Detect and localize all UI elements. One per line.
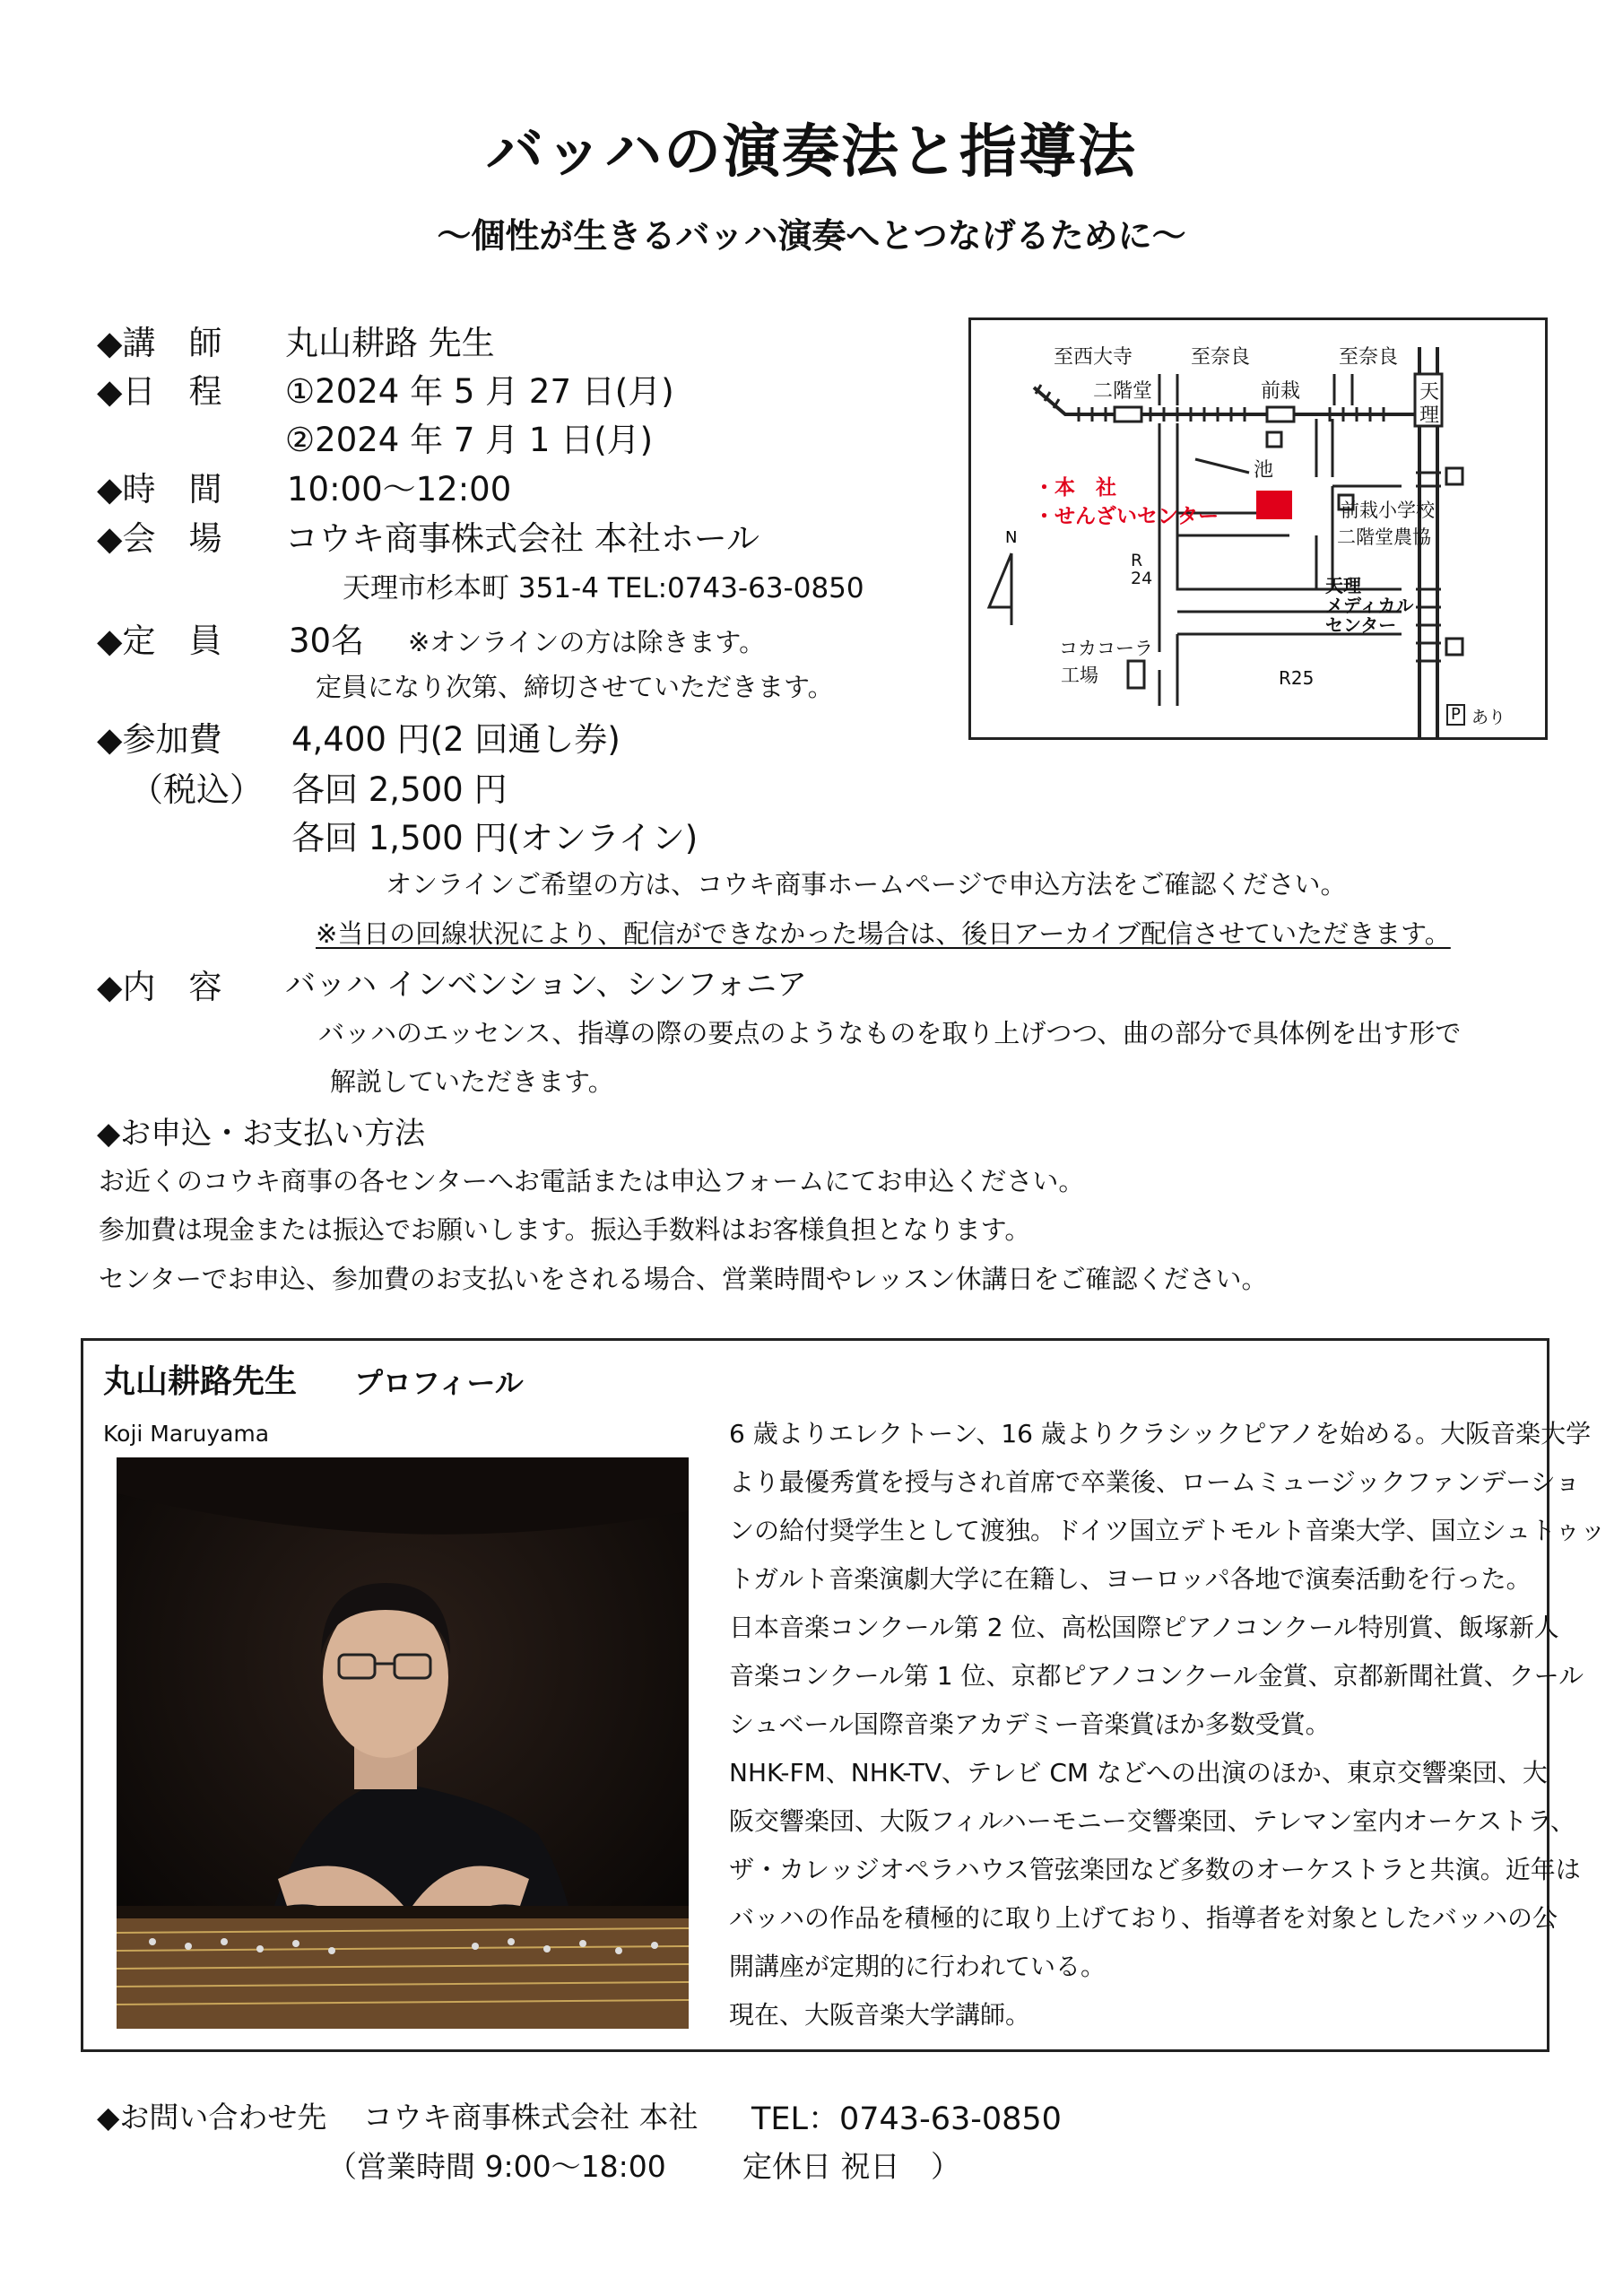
fee-online: 各回 1,500 円(オンライン) — [291, 819, 699, 857]
capacity-value: 30名 — [289, 622, 365, 660]
capacity-label: ◆定 員 — [97, 622, 222, 660]
map-label-medical-center: 天理 メディカル センター — [1325, 575, 1414, 636]
apply-text-2: 参加費は現金または振込でお願いします。振込手数料はお客様負担となります。 — [99, 1214, 1031, 1245]
contact-company: コウキ商事株式会社 本社 — [363, 2100, 699, 2135]
holiday-info: 定休日 祝日 — [742, 2149, 900, 2184]
schedule-date-1: ①2024 年 5 月 27 日(月) — [285, 372, 674, 411]
schedule-label: ◆日 程 — [97, 372, 222, 411]
profile-line: より最優秀賞を授与され首席で卒業後、ロームミュージックファンデーショ — [729, 1467, 1581, 1497]
profile-line: ンの給付奨学生として渡独。ドイツ国立デトモルト音楽大学、国立シュトゥッ — [729, 1516, 1606, 1545]
parking-icon: P — [1446, 704, 1465, 726]
senzai-station — [1267, 407, 1294, 422]
fee-each: 各回 2,500 円 — [291, 770, 508, 809]
profile-line: トガルト音楽演劇大学に在籍し、ヨーロッパ各地で演奏活動を行った。 — [729, 1564, 1532, 1594]
fee-label: ◆参加費 — [97, 720, 222, 759]
profile-line: 開講座が定期的に行われている。 — [729, 1952, 1107, 1981]
map-label-senzai: 前栽 — [1261, 380, 1301, 403]
page-subtitle: ～個性が生きるバッハ演奏へとつなげるために～ — [437, 216, 1186, 256]
map-label-saidaiji: 至西大寺 — [1054, 346, 1133, 369]
fee-warning: ※当日の回線状況により、配信ができなかった場合は、後日アーカイブ配信させていただきます。 — [316, 918, 1451, 949]
profile-romaji: Koji Maruyama — [103, 1421, 270, 1447]
contact-tel: TEL：0743-63-0850 — [751, 2101, 1062, 2137]
map-label-r25: R25 — [1279, 667, 1315, 689]
lecturer-photo — [117, 1457, 689, 2029]
profile-heading: 丸山耕路先生 — [103, 1363, 298, 1400]
north-arrow — [989, 553, 1011, 625]
profile-line: バッハの作品を積極的に取り上げており、指導者を対象としたバッハの公 — [729, 1903, 1558, 1933]
fee-online-note: オンラインご希望の方は、コウキ商事ホームページで申込方法をご確認ください。 — [386, 869, 1347, 900]
profile-line: 現在、大阪音楽大学講師。 — [729, 2000, 1031, 2030]
business-hours: （営業時間 9:00～18:00 — [327, 2149, 666, 2184]
content-label: ◆内 容 — [97, 968, 222, 1006]
venue-value: コウキ商事株式会社 本社ホール — [285, 519, 760, 558]
honsha-building — [1256, 491, 1292, 519]
time-value: 10:00～12:00 — [287, 470, 512, 509]
page-title: バッハの演奏法と指導法 — [486, 119, 1137, 186]
contact-label: ◆お問い合わせ先 — [97, 2100, 327, 2135]
map-label-cocacola: コカコーラ — [1059, 638, 1153, 659]
capacity-note-2: 定員になり次第、締切させていただきます。 — [316, 672, 834, 702]
access-map — [968, 317, 1548, 740]
map-label-parking: あり — [1471, 708, 1506, 727]
profile-line: NHK-FM、NHK-TV、テレビ CM などへの出演のほか、東京交響楽団、大 — [729, 1758, 1548, 1787]
venue-address: 天理市杉本町 351-4 TEL:0743-63-0850 — [343, 572, 864, 604]
fee-tax-label: （税込） — [130, 770, 263, 809]
lecturer-value: 丸山耕路 先生 — [285, 324, 495, 362]
profile-line: 6 歳よりエレクトーン、16 歳よりクラシックピアノを始める。大阪音楽大学 — [729, 1419, 1592, 1448]
map-label-factory: 工場 — [1061, 665, 1098, 686]
schedule-date-2: ②2024 年 7 月 1 日(月) — [285, 421, 654, 459]
time-label: ◆時 間 — [97, 470, 222, 509]
map-label-honsha: ・本 社 — [1034, 476, 1116, 500]
profile-line: 音楽コンクール第 1 位、京都ピアノコンクール金賞、京都新聞社賞、クール — [729, 1661, 1584, 1691]
fee-combined: 4,400 円(2 回通し券) — [291, 720, 621, 759]
lecturer-photo-image — [117, 1457, 689, 2029]
capacity-note: ※オンラインの方は除きます。 — [408, 627, 766, 657]
map-label-school: 前栽小学校 — [1341, 500, 1435, 521]
nikaido-station — [1115, 407, 1141, 422]
apply-text-1: お近くのコウキ商事の各センターへお電話または申込フォームにてお申込ください。 — [99, 1166, 1085, 1196]
lecturer-label: ◆講 師 — [97, 324, 222, 362]
apply-text-3: センターでお申込、参加費のお支払いをされる場合、営業時間やレッスン休講日をご確認ください。 — [99, 1264, 1268, 1294]
map-label-nokyo: 二階堂農協 — [1337, 526, 1431, 548]
profile-heading-sub: プロフィール — [354, 1366, 524, 1400]
map-label-r24: R 24 — [1131, 551, 1153, 588]
north-label: N — [1005, 528, 1018, 547]
profile-line: ザ・カレッジオペラハウス管弦楽団など多数のオーケストラと共演。近年は — [729, 1855, 1581, 1884]
map-label-nara-2: 至奈良 — [1339, 346, 1399, 369]
map-label-nikaido: 二階堂 — [1093, 380, 1153, 403]
close-paren: ） — [931, 2149, 960, 2184]
content-value: バッハ インベンション、シンフォニア — [285, 967, 808, 1003]
profile-line: 阪交響楽団、大阪フィルハーモニー交響楽団、テレマン室内オーケストラ、 — [729, 1806, 1575, 1836]
profile-line: シュベール国際音楽アカデミー音楽賞ほか多数受賞。 — [729, 1709, 1331, 1739]
content-description-2: 解説していただきます。 — [330, 1066, 614, 1097]
map-label-tenri: 天 理 — [1419, 381, 1439, 427]
profile-line: 日本音楽コンクール第 2 位、高松国際ピアノコンクール特別賞、飯塚新人 — [729, 1613, 1559, 1642]
map-label-nara-1: 至奈良 — [1191, 346, 1251, 369]
content-description-1: バッハのエッセンス、指導の際の要点のようなものを取り上げつつ、曲の部分で具体例を出す形で — [318, 1018, 1462, 1048]
map-label-senzai-center: ・せんざいセンター — [1034, 505, 1219, 528]
map-label-ike: 池 — [1254, 459, 1274, 482]
apply-heading: ◆お申込・お支払い方法 — [97, 1116, 426, 1152]
venue-label: ◆会 場 — [97, 519, 222, 558]
